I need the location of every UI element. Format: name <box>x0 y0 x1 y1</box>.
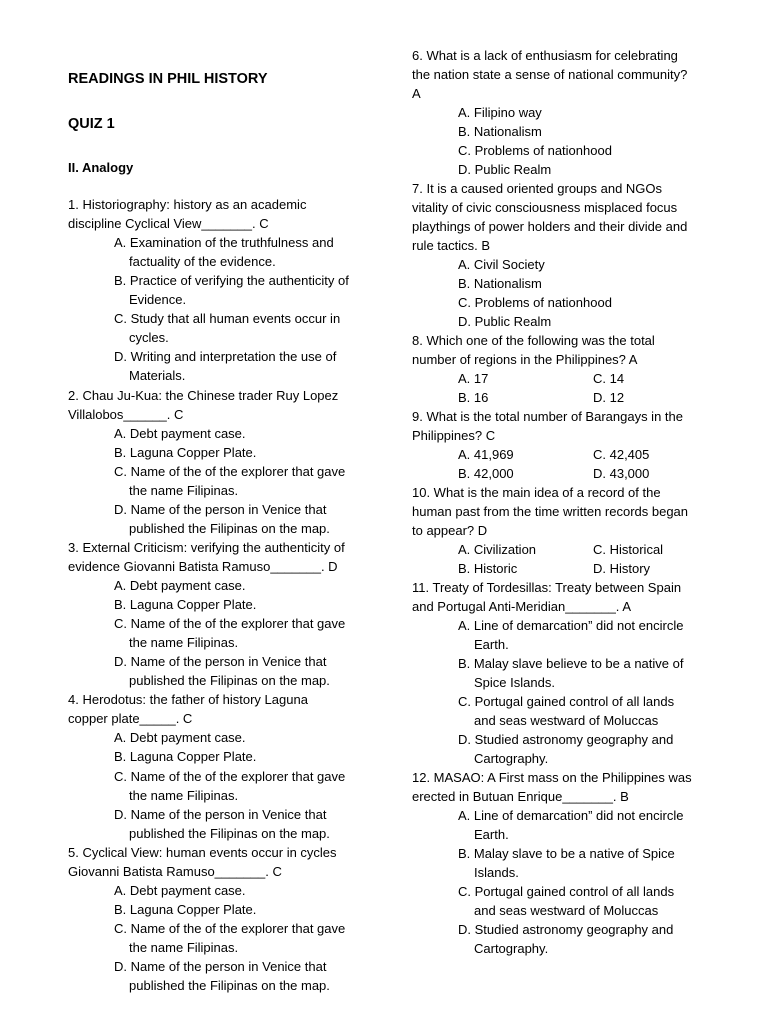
choice-text: B. 16 <box>458 390 489 405</box>
choice-text: A. Debt payment case. <box>114 730 246 746</box>
choice-text: A. Civil Society <box>458 257 545 272</box>
question-text: 7. It is a caused oriented groups and NGOs <box>412 181 663 196</box>
choice-text: C. Name of the of the explorer that gave <box>114 920 346 936</box>
choice-text: B. Malay slave believe to be a native of <box>458 656 684 671</box>
text-line: cycles. <box>129 330 169 346</box>
question-text: 1. Historiography: history as an academic <box>68 197 307 212</box>
choice-text: D. Public Realm <box>458 162 552 177</box>
text-line: evidence Giovanni Batista Ramuso_______. D <box>68 558 338 574</box>
choice-text: A. Line of demarcation” did not encircle <box>458 618 684 633</box>
text-line: rule tactics. B <box>412 238 491 253</box>
quiz-heading: QUIZ 1 <box>68 116 115 132</box>
choice-text: B. 42,000 <box>458 466 514 481</box>
text-line: Spice Islands. <box>474 675 555 690</box>
text-line: number of regions in the Philippines? A <box>412 352 638 367</box>
choice-text: B. Laguna Copper Plate. <box>114 901 257 917</box>
text-line: playthings of power holders and their divide and <box>412 219 688 234</box>
choice-text: B. Laguna Copper Plate. <box>114 444 257 460</box>
question-text: 12. MASAO: A First mass on the Philippines was <box>412 770 692 785</box>
choice-text: B. Historic <box>458 561 518 576</box>
choice-text: A. Civilization <box>458 542 537 557</box>
text-line: vitality of civic consciousness misplaced focus <box>412 200 678 215</box>
choice-text: C. Name of the of the explorer that gave <box>114 616 346 632</box>
question-text: 8. Which one of the following was the total <box>412 333 655 348</box>
text-line: the name Filipinas. <box>129 939 239 955</box>
question-text: 6. What is a lack of enthusiasm for celebrating <box>412 48 678 63</box>
text-line: and Portugal Anti-Meridian_______. A <box>412 599 631 614</box>
text-line: erected in Butuan Enrique_______. B <box>412 789 629 804</box>
question-text: 5. Cyclical View: human events occur in cycles <box>68 844 337 860</box>
text-line: Earth. <box>474 637 509 652</box>
choice-text: D. 12 <box>593 390 625 405</box>
choice-text: A. Debt payment case. <box>114 882 246 898</box>
choice-text: B. Laguna Copper Plate. <box>114 597 257 613</box>
text-line: Evidence. <box>129 292 187 308</box>
choice-text: C. Portugal gained control of all lands <box>458 694 675 709</box>
choice-text: C. 42,405 <box>593 447 650 462</box>
choice-text: B. Laguna Copper Plate. <box>114 749 257 765</box>
choice-text: D. Name of the person in Venice that <box>114 959 327 974</box>
choice-text: C. Problems of nationhood <box>458 143 612 158</box>
text-line: human past from the time written records began <box>412 504 689 519</box>
choice-text: B. Nationalism <box>458 124 542 139</box>
text-line: the nation state a sense of national community? <box>412 67 688 82</box>
text-line: published the Filipinas on the map. <box>129 825 330 841</box>
choice-text: C. Portugal gained control of all lands <box>458 884 675 899</box>
choice-text: D. Name of the person in Venice that <box>114 654 327 670</box>
text-line: published the Filipinas on the map. <box>129 978 330 994</box>
choice-text: D. Public Realm <box>458 314 552 329</box>
question-text: 10. What is the main idea of a record of the <box>412 485 661 500</box>
choice-text: D. Studied astronomy geography and <box>458 732 674 747</box>
text-line: discipline Cyclical View_______. C <box>68 216 269 232</box>
text-line: the name Filipinas. <box>129 482 239 498</box>
choice-text: D. Studied astronomy geography and <box>458 922 674 937</box>
text-line: the name Filipinas. <box>129 787 239 803</box>
text-line: published the Filipinas on the map. <box>129 520 330 536</box>
choice-text: D. Name of the person in Venice that <box>114 501 327 517</box>
choice-text: D. Name of the person in Venice that <box>114 806 327 822</box>
choice-text: A. Line of demarcation” did not encircle <box>458 808 684 823</box>
choice-text: C. Study that all human events occur in <box>114 311 341 327</box>
question-text: 4. Herodotus: the father of history Laguna <box>68 692 308 708</box>
choice-text: A. Debt payment case. <box>114 425 246 441</box>
text-line: published the Filipinas on the map. <box>129 673 330 689</box>
choice-text: D. History <box>593 561 651 576</box>
text-line: Giovanni Batista Ramuso_______. C <box>68 863 282 879</box>
question-text: 2. Chau Ju-Kua: the Chinese trader Ruy Lopez <box>68 387 339 403</box>
text-line: and seas westward of Moluccas <box>474 713 659 728</box>
choice-text: C. Name of the of the explorer that gave <box>114 768 346 784</box>
choice-text: C. 14 <box>593 371 625 386</box>
text-line: to appear? D <box>412 523 488 538</box>
choice-text: B. Practice of verifying the authenticity of <box>114 273 349 289</box>
text-line: and seas westward of Moluccas <box>474 903 659 918</box>
text-line: Materials. <box>129 368 186 384</box>
choice-text: C. Problems of nationhood <box>458 295 612 310</box>
text-line: Cartography. <box>474 751 549 766</box>
text-line: Philippines? C <box>412 428 496 443</box>
choice-text: A. 41,969 <box>458 447 514 462</box>
choice-text: B. Malay slave to be a native of Spice <box>458 846 675 861</box>
question-text: 11. Treaty of Tordesillas: Treaty between Spain <box>412 580 682 595</box>
choice-text: D. 43,000 <box>593 466 650 481</box>
text-line: Villalobos______. C <box>68 406 184 422</box>
choice-text: A. Debt payment case. <box>114 578 246 593</box>
text-line: Islands. <box>474 865 519 880</box>
choice-text: A. Filipino way <box>458 105 542 120</box>
text-line: factuality of the evidence. <box>129 254 276 270</box>
text-line: the name Filipinas. <box>129 635 239 651</box>
text-line: Cartography. <box>474 941 549 956</box>
question-text: 3. External Criticism: verifying the authenticity of <box>68 539 345 555</box>
section-heading: II. Analogy <box>68 160 134 175</box>
choice-text: B. Nationalism <box>458 276 542 291</box>
document-title: READINGS IN PHIL HISTORY <box>68 71 268 87</box>
choice-text: C. Name of the of the explorer that gave <box>114 463 346 479</box>
text-line: Earth. <box>474 827 509 842</box>
text-line: copper plate_____. C <box>68 711 193 727</box>
choice-text: A. 17 <box>458 371 489 386</box>
text-line: A <box>412 86 421 101</box>
choice-text: C. Historical <box>593 542 664 557</box>
question-text: 9. What is the total number of Barangays in the <box>412 409 683 424</box>
choice-text: A. Examination of the truthfulness and <box>114 235 334 251</box>
choice-text: D. Writing and interpretation the use of <box>114 349 337 365</box>
